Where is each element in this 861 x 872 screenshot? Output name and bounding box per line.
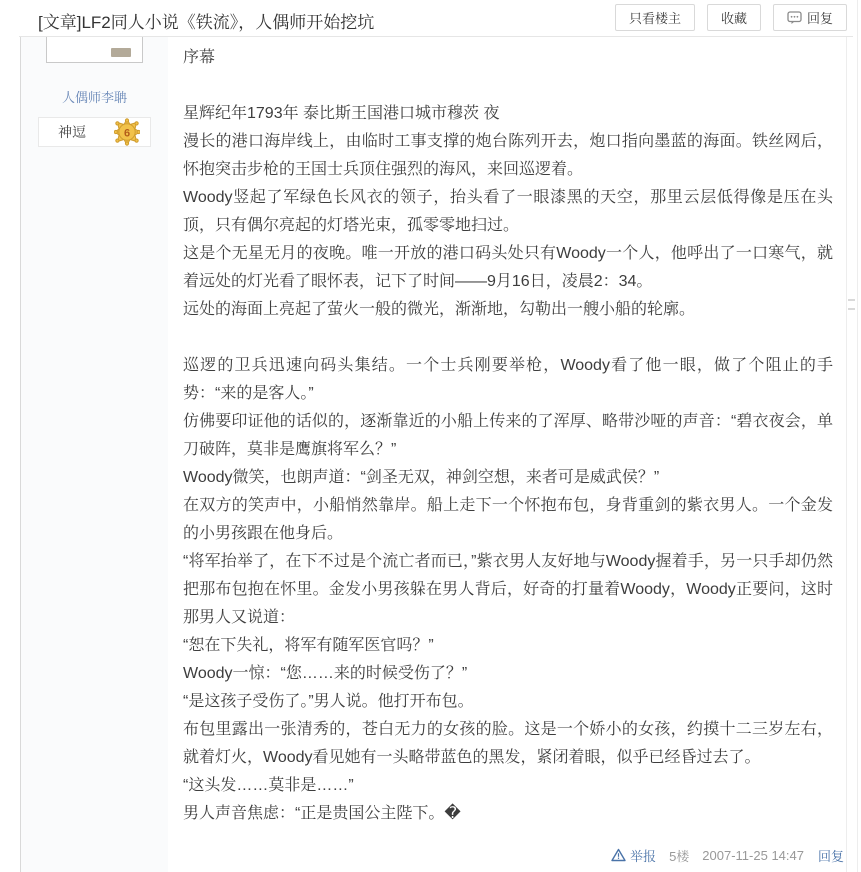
only-op-button[interactable]: 只看楼主 <box>615 4 695 31</box>
thread-title: [文章]LF2同人小说《铁流》，人偶师开始挖坑 <box>38 13 375 32</box>
post-paragraph <box>183 324 833 352</box>
reply-button[interactable] <box>773 4 847 31</box>
post-timestamp: 2007-11-25 14:47 <box>702 847 804 863</box>
report-link[interactable] <box>611 846 656 865</box>
post-paragraph <box>183 72 833 100</box>
post-right-border <box>846 37 847 872</box>
post-footer <box>611 846 844 864</box>
level-number: 6 <box>123 127 131 140</box>
scrollbar-dash[interactable] <box>848 299 855 301</box>
badge-title: 神逗 <box>58 124 86 140</box>
favorite-button[interactable]: 收藏 <box>707 4 761 31</box>
post-paragraph: 男人声音焦虑：“正是贵国公主陛下。� <box>183 805 461 822</box>
post-paragraph: “是这孩子受伤了。”男人说。他打开布包。 <box>183 693 474 710</box>
post-content <box>183 44 833 828</box>
user-level-badge[interactable] <box>38 117 151 147</box>
reply-button-label: 回复 <box>806 11 833 26</box>
post-paragraph: “这头发……莫非是……” <box>183 777 354 794</box>
post-paragraph: 漫长的港口海岸线上，由临时工事支撑的炮台陈列开去，炮口指向墨蓝的海面。铁丝网后，怀抱突击步枪的王国士兵顶住强烈的海风，来回巡逻着。 <box>183 133 833 178</box>
speech-bubble-icon <box>787 11 802 25</box>
post-paragraph: 这是个无星无月的夜晚。唯一开放的港口码头处只有Woody一个人，他呼出了一口寒气，就着远处的灯光看了眼怀表，记下了时间——9月16日，凌晨2：34。 <box>183 245 833 290</box>
post-paragraph: Woody竖起了军绿色长风衣的领子，抬头看了一眼漆黑的天空，那里云层低得像是压在头顶，只有偶尔亮起的灯塔光束，孤零零地扫过。 <box>183 189 833 234</box>
report-label: 举报 <box>630 848 657 864</box>
avatar-corner-badge <box>111 48 131 57</box>
post-paragraph: 序幕 <box>183 49 216 66</box>
level-star-icon <box>114 118 140 146</box>
header-buttons <box>615 4 847 31</box>
scrollbar-dash[interactable] <box>848 308 855 310</box>
post-paragraph: Woody一惊：“您……来的时候受伤了？” <box>183 665 468 682</box>
warning-triangle-icon <box>611 848 626 862</box>
post-paragraph: 仿佛要印证他的话似的，逐渐靠近的小船上传来的了浑厚、略带沙哑的声音：“碧衣夜会，单刀破阵，莫非是鹰旗将军么？” <box>183 413 833 458</box>
post-paragraph: “恕在下失礼，将军有随军医官吗？” <box>183 637 434 654</box>
post-paragraph: 布包里露出一张清秀的，苍白无力的女孩的脸。这是一个娇小的女孩，约摸十二三岁左右，就着灯火，Woody看见她有一头略带蓝色的黑发，紧闭着眼，似乎已经昏过去了。 <box>183 721 833 766</box>
post-paragraph: Woody微笑，也朗声道：“剑圣无双，神剑空想，来者可是威武侯？” <box>183 469 660 486</box>
post-paragraph: 星辉纪年1793年 泰比斯王国港口城市穆茨 夜 <box>183 105 500 122</box>
scrollbar-track[interactable] <box>857 0 861 872</box>
floor-number: 5楼 <box>669 848 690 864</box>
post-paragraph: 远处的海面上亮起了萤火一般的微光，渐渐地，勾勒出一艘小船的轮廓。 <box>183 301 696 318</box>
thread-header <box>0 0 861 36</box>
post-paragraph: 巡逻的卫兵迅速向码头集结。一个士兵刚要举枪，Woody看了他一眼，做了个阻止的手势：“来的是客人。” <box>183 357 833 402</box>
avatar[interactable] <box>46 37 143 63</box>
author-column <box>20 37 168 872</box>
post-paragraph: “将军抬举了，在下不过是个流亡者而已，”紫衣男人友好地与Woody握着手，另一只手却仍然把那布包抱在怀里。金发小男孩躲在男人背后，好奇的打量着Woody，Woody正要问，这时那男人又说道： <box>183 553 833 626</box>
username-link[interactable]: 人偶师李聃 <box>61 90 127 105</box>
floor-reply-link[interactable]: 回复 <box>817 848 844 864</box>
post-paragraph: 在双方的笑声中，小船悄然靠岸。船上走下一个怀抱布包，身背重剑的紫衣男人。一个金发的小男孩跟在他身后。 <box>183 497 833 542</box>
